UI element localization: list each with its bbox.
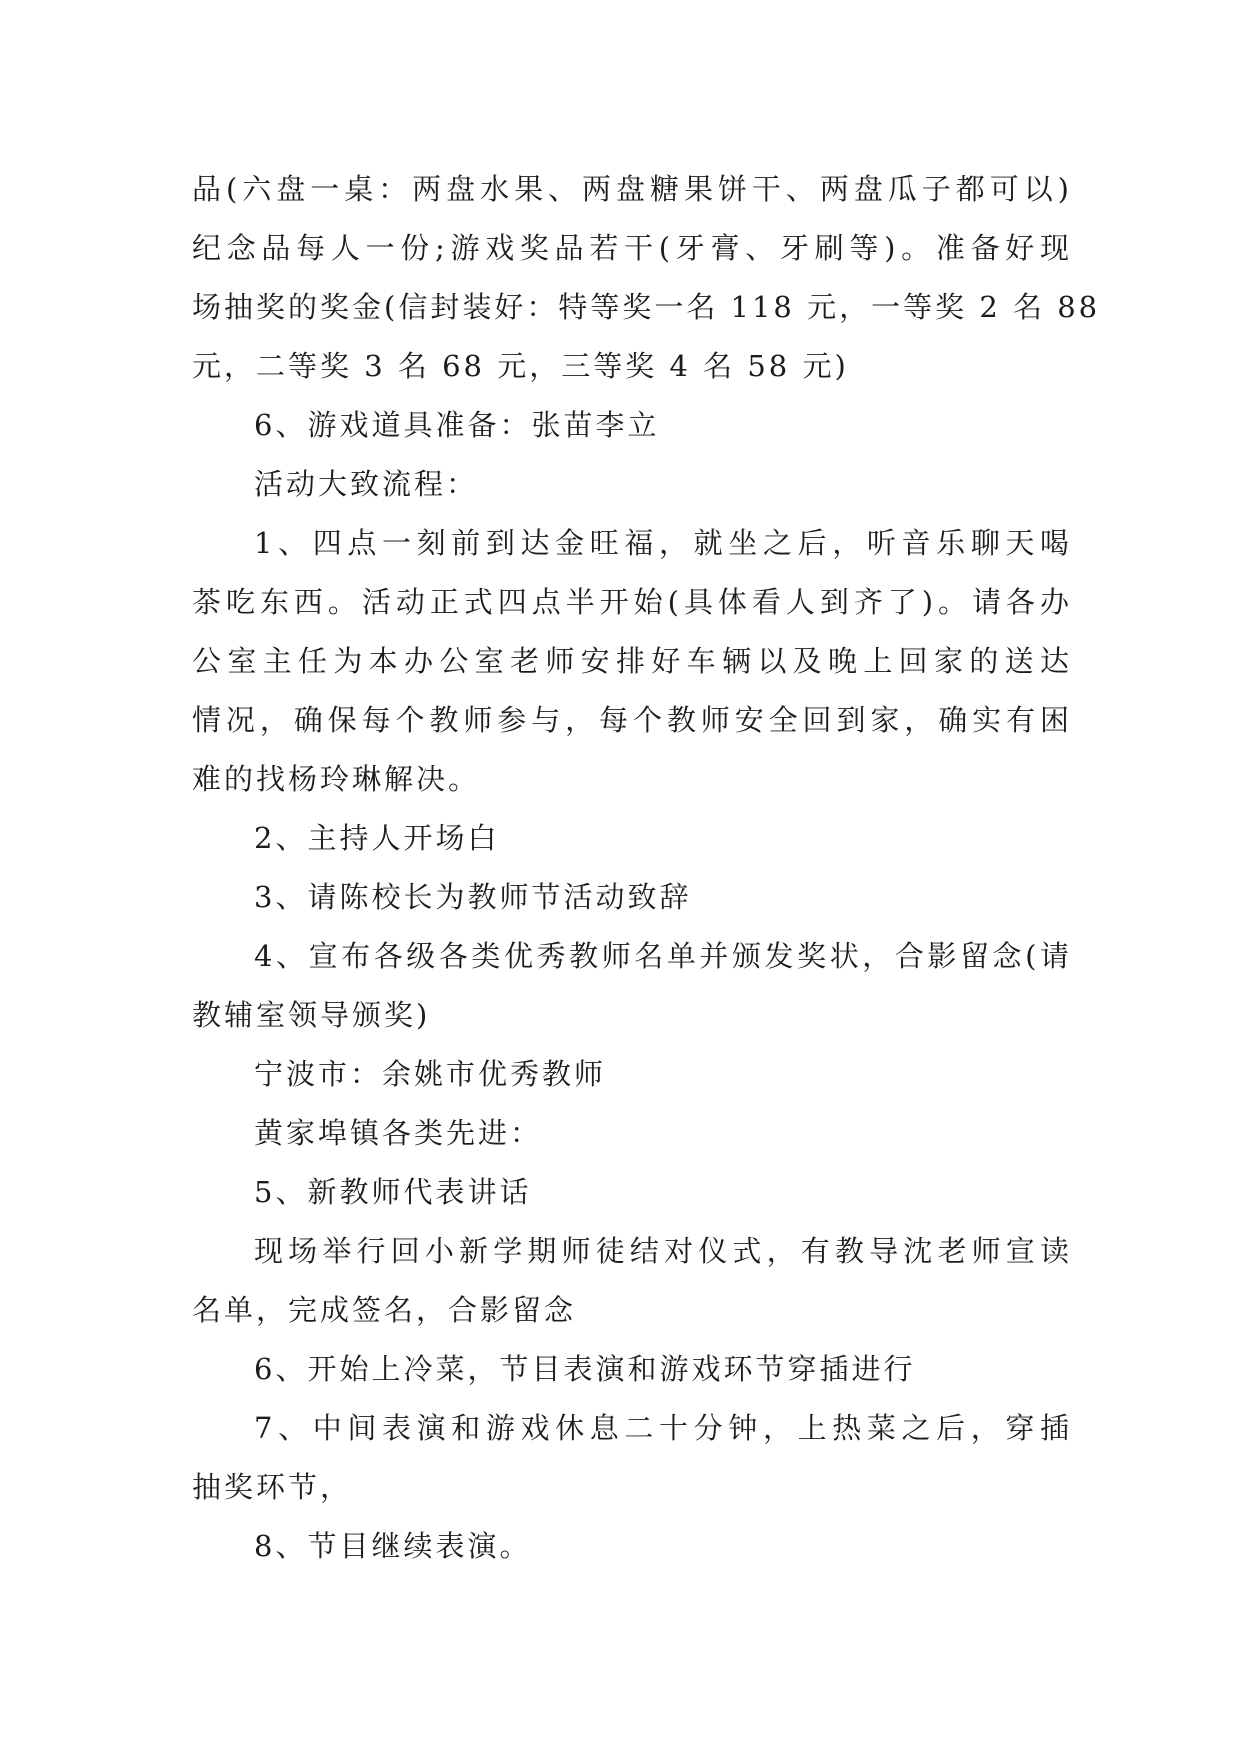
text-line: 场抽奖的奖金(信封装好：特等奖一名 118 元，一等奖 2 名 88 (192, 290, 1101, 324)
text-line: 2、主持人开场白 (254, 821, 500, 855)
document-body (192, 160, 1101, 1576)
text-line: 公室主任为本办公室老师安排好车辆以及晚上回家的送达 (192, 644, 1072, 678)
text-line: 纪念品每人一份;游戏奖品若干(牙膏、牙刷等)。准备好现 (192, 231, 1072, 265)
text-line: 教辅室领导颁奖) (192, 998, 431, 1032)
text-line: 黄家埠镇各类先进： (254, 1116, 543, 1150)
text-line: 8、节目继续表演。 (254, 1529, 532, 1563)
text-line: 1、四点一刻前到达金旺福，就坐之后，听音乐聊天喝 (254, 526, 1072, 560)
text-line: 宁波市：余姚市优秀教师 (254, 1057, 607, 1091)
text-line: 5、新教师代表讲话 (254, 1175, 532, 1209)
text-line: 现场举行回小新学期师徒结对仪式，有教导沈老师宣读 (254, 1234, 1072, 1268)
text-line: 抽奖环节， (192, 1470, 353, 1504)
text-line: 名单，完成签名，合影留念 (192, 1293, 577, 1327)
text-line: 7、中间表演和游戏休息二十分钟，上热菜之后，穿插 (254, 1411, 1072, 1445)
text-line: 情况，确保每个教师参与，每个教师安全回到家，确实有困 (192, 703, 1072, 737)
text-line: 元，二等奖 3 名 68 元，三等奖 4 名 58 元) (192, 349, 849, 383)
text-line: 难的找杨玲琳解决。 (192, 762, 481, 796)
text-line: 6、开始上冷菜，节目表演和游戏环节穿插进行 (254, 1352, 916, 1386)
text-line: 茶吃东西。活动正式四点半开始(具体看人到齐了)。请各办 (192, 585, 1072, 619)
text-line: 4、宣布各级各类优秀教师名单并颁发奖状，合影留念(请 (254, 939, 1072, 973)
text-line: 3、请陈校长为教师节活动致辞 (254, 880, 692, 914)
text-line: 品(六盘一桌：两盘水果、两盘糖果饼干、两盘瓜子都可以) (192, 172, 1072, 206)
text-line: 6、游戏道具准备：张苗李立 (254, 408, 660, 442)
text-line: 活动大致流程： (254, 467, 479, 501)
